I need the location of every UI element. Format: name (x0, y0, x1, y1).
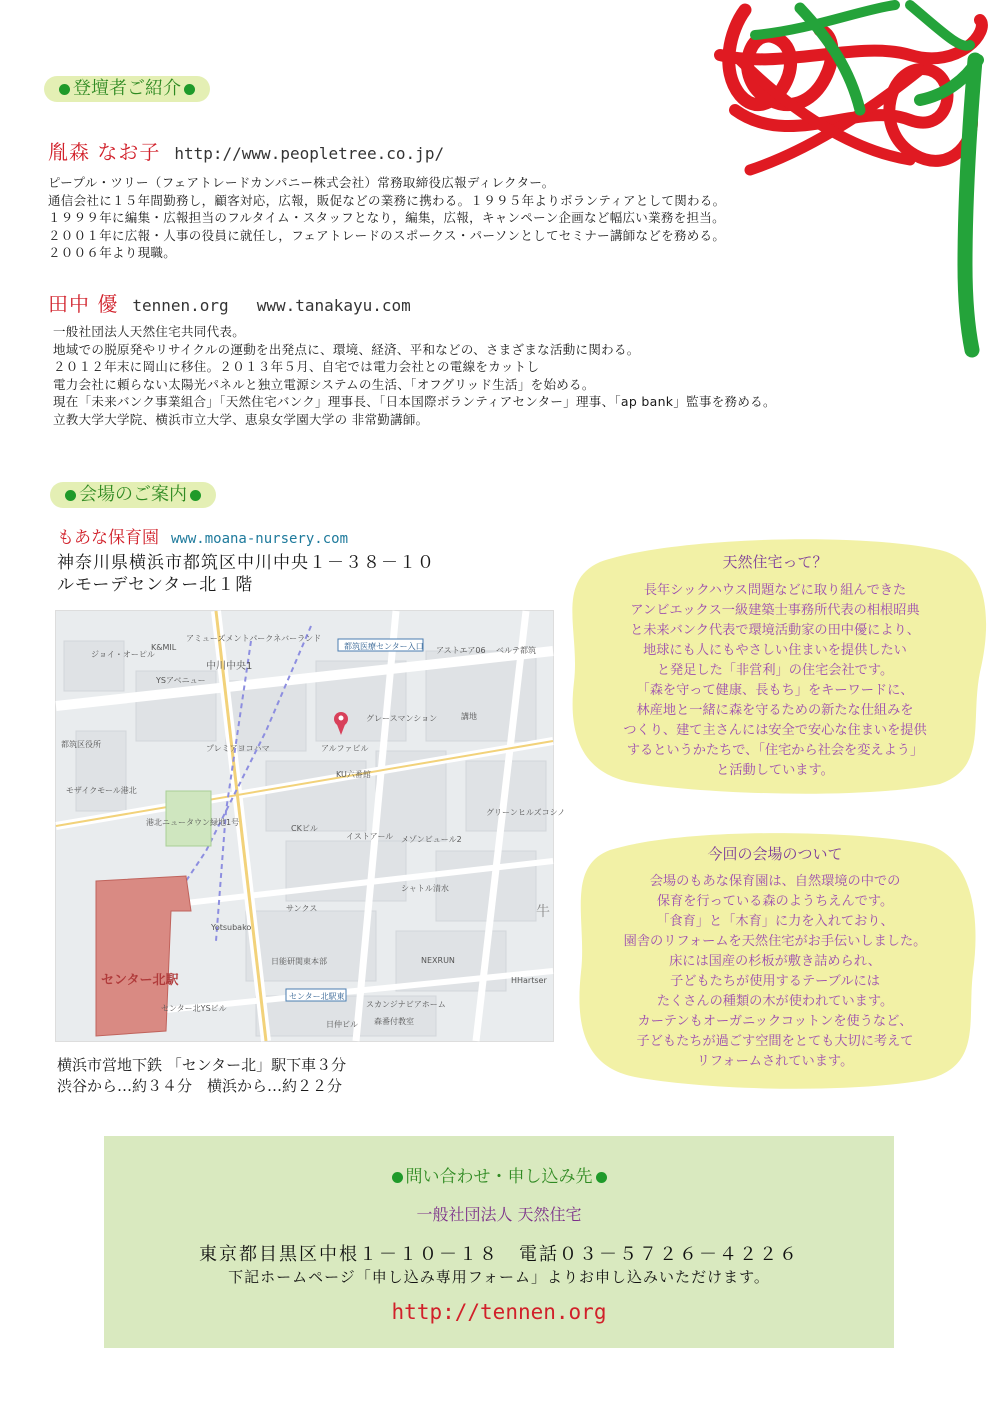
map-station-label: センター北駅 (101, 973, 179, 988)
info-box-2-title: 今回の会場のついて (707, 845, 843, 863)
speaker-1-name: 胤森 なお子 (48, 140, 161, 164)
venue-name: もあな保育園 (57, 528, 159, 548)
speaker-2-name: 田中 優 (48, 292, 119, 316)
map-label: HHartser (511, 976, 547, 985)
speaker-2-bio: 一般社団法人天然住宅共同代表。 地域での脱原発やリサイクルの運動を出発点に、環境、経済、平和などの、さまざまな活動に関わる。 ２０１２年末に岡山に移住。２０１３年５月、自宅では電力会社との電線をカットし 電力会社に頼らない太陽光パネルと独立電源システムの生活、「オフグリッド生活」を始める。 現在「未来バンク事業組合」「天然住宅バンク」理事長、「日本国際ボランティアセンター」理事、「ap bank」監事を務める。 立教大学大学院、横浜市立大学、恵泉女学園大学の 非常勤講師。 (53, 324, 776, 427)
map-label: イストアール (346, 832, 394, 841)
map-label: ジョイ・オーピル (91, 650, 155, 659)
map-label: アストエア06 (436, 646, 486, 655)
map-label: NEXRUN (421, 956, 455, 965)
map-label: 都筑区役所 (61, 740, 101, 749)
bullet-dot-icon (190, 490, 201, 501)
venue-address: 神奈川県横浜市都筑区中川中央１－３８－１０ ルモーデセンター北１階 (57, 553, 435, 595)
venue-map[interactable] (55, 610, 566, 1042)
speaker-2-url-2[interactable]: www.tanakayu.com (256, 296, 411, 315)
bullet-dot-icon (596, 1172, 607, 1183)
contact-address: 東京都目黒区中根１－１０－１８ 電話０３－５７２６－４２２６ (199, 1244, 799, 1265)
contact-url[interactable]: http://tennen.org (391, 1300, 607, 1324)
map-label: サンクス (286, 904, 318, 913)
map-label: シャトル清水 (401, 884, 449, 893)
venue-title (57, 523, 348, 548)
map-label: メゾンビュール2 (401, 835, 462, 844)
map-label: ベルテ都筑 (496, 646, 536, 655)
venue-url[interactable]: www.moana-nursery.com (171, 531, 349, 547)
map-label: KU六番館 (336, 770, 371, 779)
speaker-1-header (48, 136, 444, 165)
venue-heading: 会場のご案内 (50, 482, 216, 508)
info-box-2-text: 会場のもあな保育園は、自然環境の中での 保育を行っている森のようちえんです。 「食育」と「木育」に力を入れており、 園舎のリフォームを天然住宅がお手伝いしました。 床には国産の杉板が敷き詰められ、 子どもたちが使用するテーブルには たくさんの種類の木が使われています。 カーテンもオーガニックコットンを使うなど、 子どもたちが過ごす空間をとても大切に考えて リフォームされています。 (623, 874, 927, 1069)
map-label: CKビル (291, 824, 318, 833)
speaker-1-bio: ピープル・ツリー（フェアトレードカンパニー株式会社）常務取締役広報ディレクター。 通信会社に１５年間勤務し，顧客対応，広報，販促などの業務に携わる。１９９５年よりボランティアとして関わる。 １９９９年に編集・広報担当のフルタイム・スタッフとなり，編集，広報，キャンペーン企画など幅広い業務を担当。 ２００１年に広報・人事の役員に就任し，フェアトレードのスポークス・パーソンとしてセミナー講師などを務める。 ２００６年より現職。 (48, 175, 726, 260)
map-label: センター北駅東 (289, 992, 345, 1001)
map-label: 日仲ビル (326, 1020, 358, 1029)
bullet-dot-icon (65, 490, 76, 501)
map-label: 森番付教室 (374, 1017, 414, 1026)
map-label: モザイクモール港北 (66, 786, 137, 795)
bullet-dot-icon (392, 1172, 403, 1183)
contact-organization: 一般社団法人 天然住宅 (416, 1205, 582, 1224)
contact-note: 下記ホームページ「申し込み専用フォーム」よりお申し込みいただけます。 (228, 1268, 770, 1286)
map-label: アミューズメントパークネバーランド (186, 634, 322, 643)
contact-box (104, 1136, 894, 1348)
map-label: Yotsubako (211, 923, 252, 932)
map-label: 港北ニュータウン緑地1号 (146, 818, 240, 827)
map-label: 講地 (461, 712, 477, 721)
contact-title: 問い合わせ・申し込み先 (104, 1162, 894, 1187)
map-label: 都筑医療センター入口 (344, 642, 424, 651)
map-label: 中川中央1 (206, 661, 253, 672)
info-box-1-text: 長年シックハウス問題などに取り組んできた アンビエックス一級建築士事務所代表の相根昭典 と未来バンク代表で環境活動家の田中優により、 地球にも人にもやさしい住まいを提供したい と発足した「非営利」の住宅会社です。 「森を守って健康、長もち」をキーワードに、 林産地と一緒に森を守るための新たな仕組みを つくり、建て主さんには安全で安心な住まいを提供 するというかたちで、「住宅から社会を変えよう」 と活動しています。 (623, 583, 927, 778)
speakers-heading: 登壇者ご紹介 (44, 76, 210, 102)
venue-access: 横浜市営地下鉄 「センター北」駅下車３分 渋谷から…約３４分 横浜から…約２２分 (57, 1056, 347, 1095)
map-label: アルファビル (321, 744, 369, 753)
speaker-2-header (48, 288, 411, 317)
map-label: 牛 (536, 904, 550, 920)
map-label: センター北YSビル (161, 1004, 227, 1013)
map-label: グレースマンション (366, 714, 438, 723)
bullet-dot-icon (59, 84, 70, 95)
map-label: スカンジナビアホーム (366, 1000, 446, 1009)
info-box-1-title: 天然住宅って？ (722, 553, 828, 571)
map-label: グリーンヒルズコシノ (486, 808, 566, 817)
speaker-2-url-1[interactable]: tennen.org (132, 296, 229, 315)
map-label: 日能研関東本部 (271, 957, 327, 966)
map-label: K&MIL (151, 643, 177, 652)
speaker-1-url[interactable]: http://www.peopletree.co.jp/ (174, 144, 445, 163)
bullet-dot-icon (184, 84, 195, 95)
map-label: プレミアヨコハマ (206, 744, 270, 753)
map-label: YSアベニュー (156, 676, 206, 685)
